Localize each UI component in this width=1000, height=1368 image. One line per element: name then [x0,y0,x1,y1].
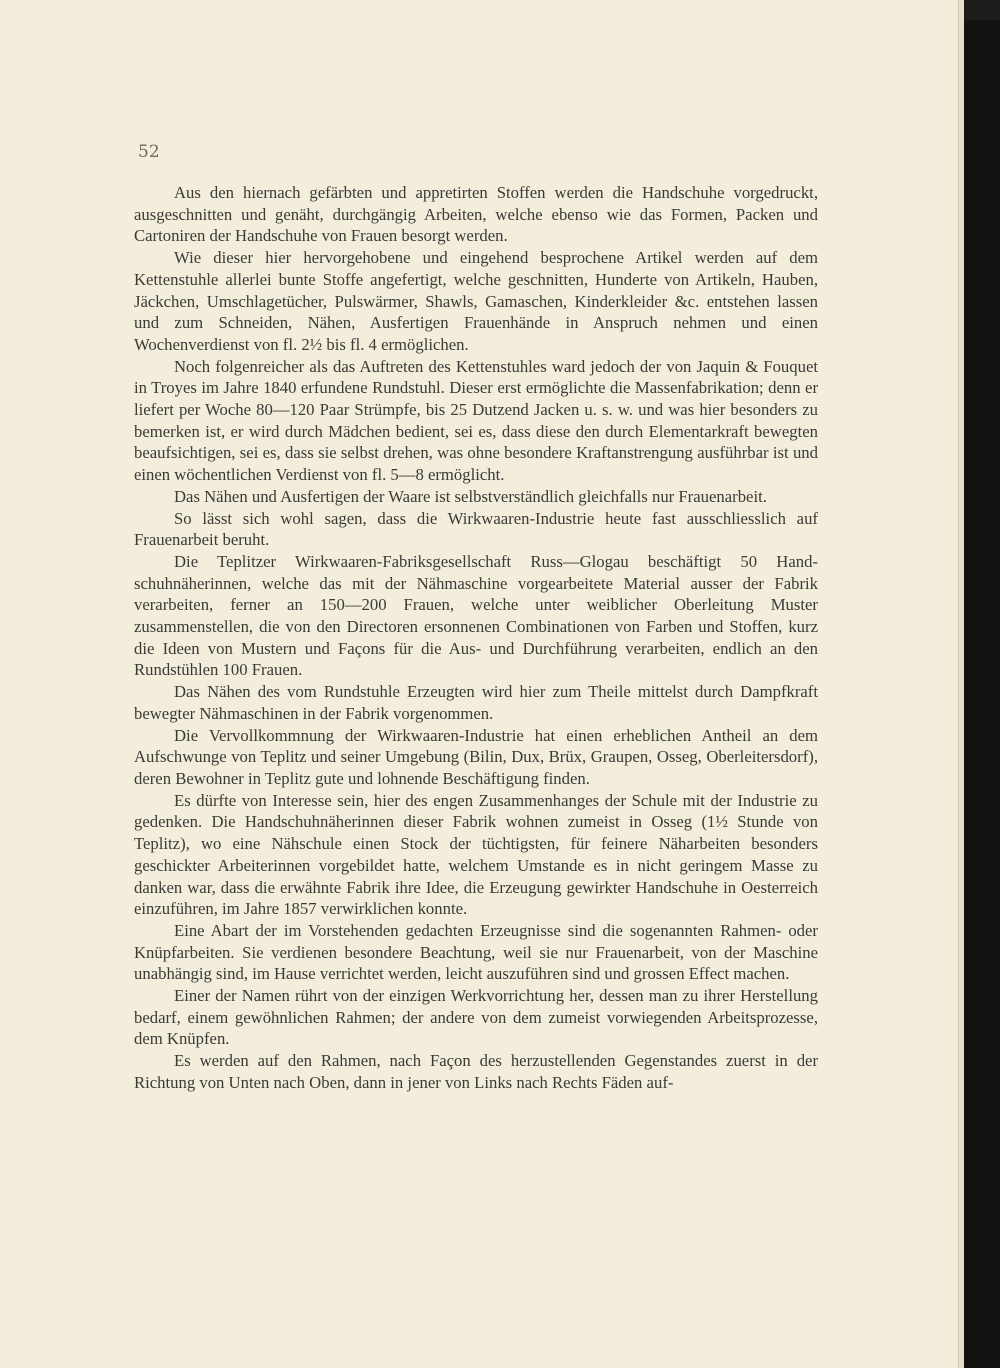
paragraph: Eine Abart der im Vorstehenden gedachten Erzeugnisse sind die sogenannten Rahmen- oder Knüpfarbeiten. Sie verdienen besondere Beachtung, weil sie nur Frauenarbeit, von der Maschine unabhängig sind, im Hause verrichtet werden, leicht auszuführen sind und grossen Effect machen. [134,920,818,984]
paragraph: So lässt sich wohl sagen, dass die Wirkwaaren-Industrie heute fast ausschliesslich auf Frauenarbeit beruht. [134,508,818,550]
paragraph: Die Teplitzer Wirkwaaren-Fabriksgesellschaft Russ—Glogau beschäftigt 50 Handschuhnäherinnen, welche das mit der Nähmaschine vorgearbeitete Material ausser der Fabrik verarbeiten, ferner an 150—200 Frauen, welche unter weiblicher Oberleitung Muster zusammenstellen, die von den Directoren ersonnenen Combinationen von Farben und Stoffen, kurz die Ideen von Mustern und Façons für die Aus- und Durchführung verarbeiten, endlich an den Rundstühlen 100 Frauen. [134,551,818,680]
scan-background [964,20,1000,1368]
paragraph: Aus den hiernach gefärbten und appretirten Stoffen werden die Handschuhe vorgedruckt, ausgeschnitten und genäht, durchgängig Arbeiten, welche ebenso wie das Formen, Packen und Cartoniren der Handschuhe von Frauen besorgt werden. [134,183,818,246]
page-number: 52 [138,142,160,162]
paragraph: Noch folgenreicher als das Auftreten des Kettenstuhles ward jedoch der von Jaquin & Fouquet in Troyes im Jahre 1840 erfundene Rundstuhl. Dieser erst ermöglichte die Massenfabrikation; denn er liefert per Woche 80—120 Paar Strümpfe, bis 25 Dutzend Jacken u. s. w. und was hier besonders zu bemerken ist, er wird durch Mädchen bedient, sei es, dass diese den durch Elementarkraft bewegten beaufsichtigen, sei es, dass sie selbst drehen, was ohne besondere Kraftanstrengung ausführbar ist und einen wöchentlichen Verdienst von fl. 5—8 ermöglicht. [134,356,818,485]
paragraph: Das Nähen und Ausfertigen der Waare ist selbstverständlich gleichfalls nur Frauenarbeit. [174,486,767,506]
paragraph: Die Vervollkommnung der Wirkwaaren-Industrie hat einen erheblichen Antheil an dem Aufschwunge von Teplitz und seiner Umgebung (Bilin, Dux, Brüx, Graupen, Osseg, Oberleitersdorf), deren Bewohner in Teplitz gute und lohnende Beschäftigung finden. [134,725,818,788]
paragraph: Es dürfte von Interesse sein, hier des engen Zusammenhanges der Schule mit der Industrie zu gedenken. Die Handschuhnäherinnen dieser Fabrik wohnen zumeist in Osseg (1½ Stunde von Teplitz), wo eine Nähschule einen Stock der tüchtigsten, für feinere Näharbeiten besonders geschickter Arbeiterinnen vorgebildet hatte, welchem Umstande es in nicht geringem Masse zu danken war, dass die erwähnte Fabrik ihre Idee, die Erzeugung gewirkter Handschuhe in Oesterreich einzuführen, im Jahre 1857 verwirklichen konnte. [134,790,818,919]
paragraph: Wie dieser hier hervorgehobene und eingehend besprochene Artikel werden auf dem Kettenstuhle allerlei bunte Stoffe angefertigt, welche geschnitten, Hunderte von Artikeln, Hauben, Jäckchen, Umschlagetücher, Pulswärmer, Shawls, Gamaschen, Kinderkleider &c. entstehen lassen und zum Schneiden, Nähen, Ausfertigen Frauenhände in Anspruch nehmen und einen Wochenverdienst von fl. 2½ bis fl. 4 ermöglichen. [134,248,818,354]
paragraph: Das Nähen des vom Rundstuhle Erzeugten wird hier zum Theile mittelst durch Dampfkraft bewegter Nähmaschinen in der Fabrik vorgenommen. [134,682,818,723]
body-text [134,182,818,1094]
paragraph: Es werden auf den Rahmen, nach Façon des herzustellenden Gegenstandes zuerst in der Richtung von Unten nach Oben, dann in jener von Links nach Rechts Fäden auf- [134,1051,818,1092]
paragraph: Einer der Namen rührt von der einzigen Werkvorrichtung her, dessen man zu ihrer Herstellung bedarf, einem gewöhnlichen Rahmen; der andere von dem zumeist vorwiegenden Arbeitsprozesse, dem Knüpfen. [134,986,818,1049]
